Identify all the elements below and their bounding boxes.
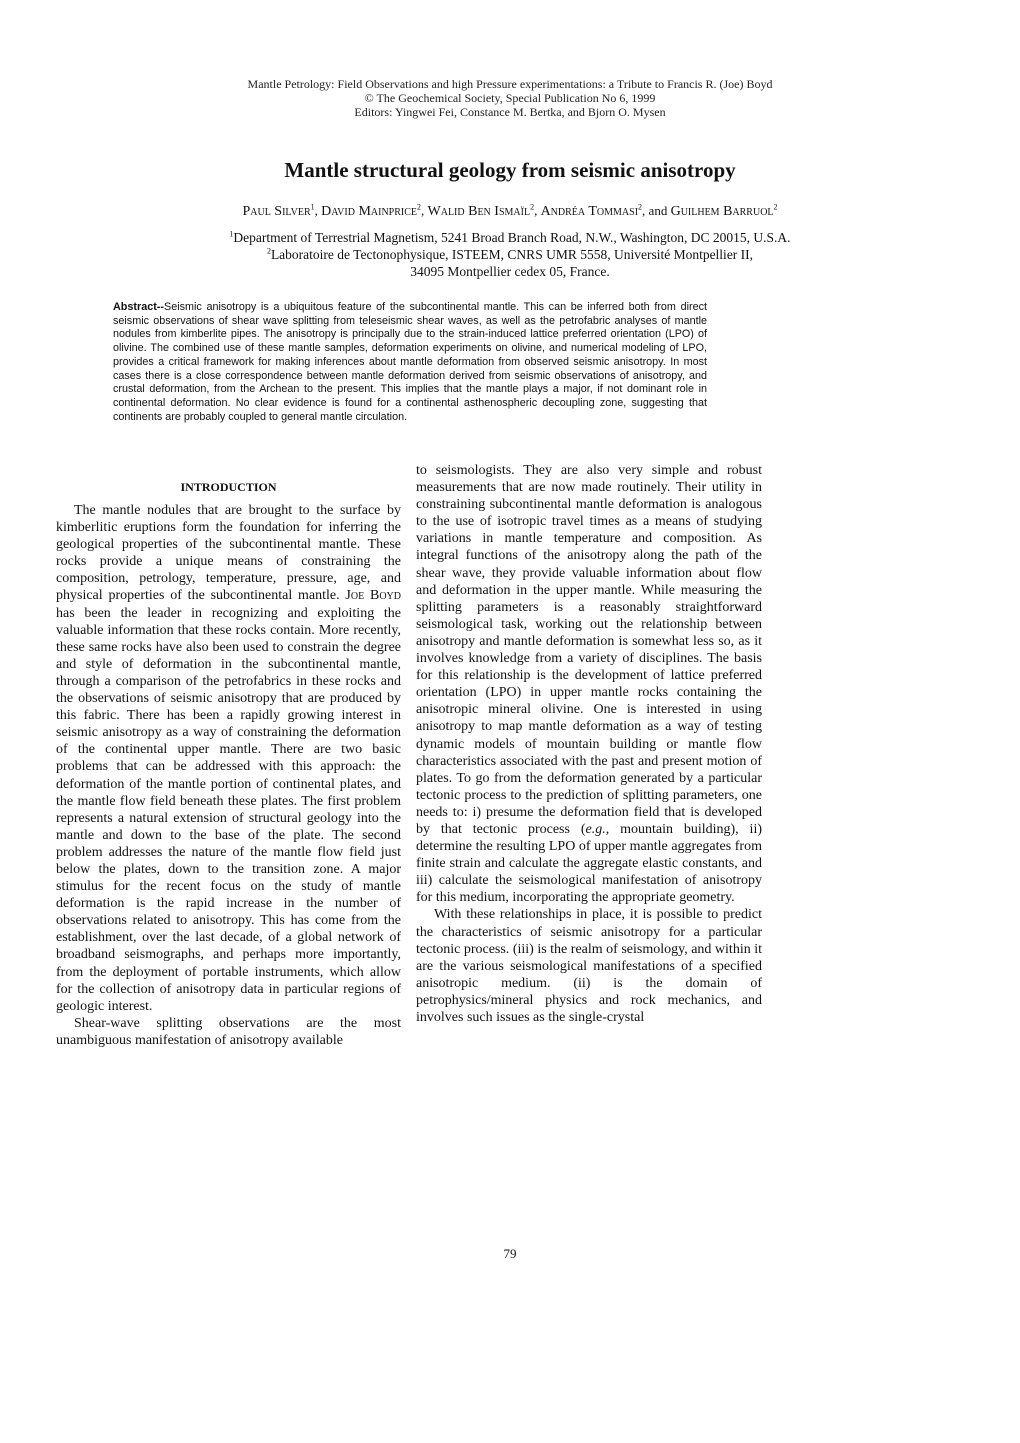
author-separator: , <box>534 203 541 218</box>
paragraph <box>56 502 401 1015</box>
paragraph-text: The mantle nodules that are brought to the surface by kimberlitic eruptions form the foundation for inferring the geological properties of the subcontinental mantle. These rocks provide a unique means of constraining the composition, petrology, temperature, pressure, age, and physical properties of the subcontinental mantle. <box>56 503 401 604</box>
person-name: Joe Boyd <box>345 588 401 604</box>
author-affil-mark: 2 <box>773 202 778 212</box>
left-column <box>56 462 401 1049</box>
author-affil-mark: 1 <box>310 202 315 212</box>
abstract <box>113 301 707 424</box>
affiliation-2 <box>0 246 1020 263</box>
section-heading-introduction: INTRODUCTION <box>180 480 277 494</box>
author-name: David Mainprice <box>321 204 418 219</box>
author-name: Paul Silver <box>242 204 311 219</box>
paragraph-text: to seismologists. They are also very simple and robust measurements that are now made routinely. Their utility in constraining subcontinental mantle deformation is analogous to the use of isotropic travel times as a means of studying variations in mantle temperature and composition. As integral functions of the anisotropy along the path of the shear wave, they provide valuable information about flow and deformation in the upper mantle. While measuring the splitting parameters is a reasonably straightforward seismological task, working out the relationship between anisotropy and mantle deformation is somewhat less so, as it involves knowledge from a variety of disciplines. The basis for this relationship is the development of lattice preferred orientation (LPO) in upper mantle rocks containing the anisotropic mineral olivine. One is interested in using anisotropy to map mantle deformation as a way of testing dynamic models of mountain building or mantle flow characteristics associated with the past and present motion of plates. To go from the deformation generated by a particular tectonic process to the prediction of splitting parameters, one needs to: i) presume the deformation field that is developed by that tectonic process ( <box>416 463 762 837</box>
header-line-1: Mantle Petrology: Field Observations and high Pressure experimentations: a Tribute to Francis R. (Joe) Boyd <box>247 77 773 91</box>
paragraph: Shear-wave splitting observations are the most unambiguous manifestation of anisotropy available <box>56 1015 401 1048</box>
paragraph-text: mountain building), ii) determine the resulting LPO of upper mantle aggregates from finite strain and calculate the aggregate elastic constants, and iii) calculate the seismological manifestation of anisotropy for this medium, incorporating the appropriate geometry. <box>416 821 763 906</box>
affiliation-text: Department of Terrestrial Magnetism, 5241 Broad Branch Road, N.W., Washington, DC 20015, U.S.A. <box>233 230 791 245</box>
header-line-2: © The Geochemical Society, Special Publication No 6, 1999 <box>364 91 656 105</box>
affiliation-text: Laboratoire de Tectonophysique, ISTEEM, CNRS UMR 5558, Université Montpellier II, <box>270 247 754 262</box>
author-affil-mark: 2 <box>417 202 422 212</box>
right-column <box>416 462 762 1026</box>
header-line-3: Editors: Yingwei Fei, Constance M. Bertka, and Bjorn O. Mysen <box>354 105 666 119</box>
affiliation-2-line-2: 34095 Montpellier cedex 05, France. <box>410 264 610 279</box>
publication-header <box>0 77 1020 119</box>
author-separator-and: , and <box>642 203 671 218</box>
paper-title: Mantle structural geology from seismic anisotropy <box>284 158 736 182</box>
affiliation-mark: 1 <box>229 229 234 239</box>
italic-eg: e.g., <box>585 821 610 837</box>
paragraph: With these relationships in place, it is possible to predict the characteristics of seismic anisotropy for a particular tectonic process. (iii) is the realm of seismology, and within it are the various seismological manifestations of a specified anisotropic medium. (ii) is the domain of petrophysics/mineral physics and rock mechanics, and involves such issues as the single-crystal <box>416 907 762 1025</box>
paragraph-text: has been the leader in recognizing and exploiting the valuable information that these rocks contain. More recently, these same rocks have also been used to constrain the degree and style of deformation in the subcontinental mantle, through a comparison of the petrofabrics in these rocks and the observations of seismic anisotropy that are produced by this fabric. There has been a rapidly growing interest in seismic anisotropy as a way of constraining the deformation of the continental upper mantle. There are two basic problems that can be addressed with this approach: the deformation of the mantle portion of continental plates, and the mantle flow field beneath these plates. The first problem represents a natural extension of structural geology into the mantle and down to the base of the plate. The second problem addresses the nature of the mantle flow field just below the plates, down to the transition zone. A major stimulus for the recent focus on the study of mantle deformation is the rapid increase in the number of observations related to anisotropy. This has come from the establishment, over the last decade, of a global network of broadband seismographs, and perhaps more importantly, from the deployment of portable instruments, which allow for the collection of anisotropy data in particular regions of geologic interest. <box>56 605 401 1014</box>
abstract-text: Seismic anisotropy is a ubiquitous feature of the subcontinental mantle. This can be inferred both from direct seismic observations of shear wave splitting from teleseismic shear waves, as well as the petrofabric analyses of mantle nodules from kimberlite pipes. The anisotropy is principally due to the strain-induced lattice preferred orientation (LPO) of olivine. The combined use of these mantle samples, deformation experiments on olivine, and numerical modeling of LPO, provides a critical framework for making inferences about mantle deformation from observed seismic anisotropy. In most cases there is a close correspondence between mantle deformation derived from seismic observations of anisotropy, and crustal deformation, from the Archean to the present. This implies that the mantle plays a major, if not dominant role in continental deformation. No clear evidence is found for a continental asthenospheric decoupling zone, suggesting that continents are probably coupled to general mantle circulation. <box>113 301 707 423</box>
author-name: Andréa Tommasi <box>540 204 639 219</box>
author-affil-mark: 2 <box>530 202 535 212</box>
author-affil-mark: 2 <box>638 202 643 212</box>
author-separator: , <box>314 203 322 218</box>
paragraph <box>416 462 762 906</box>
affiliation-1 <box>0 229 1020 246</box>
affiliation-mark: 2 <box>266 246 271 256</box>
abstract-lead: Abstract-- <box>113 301 164 313</box>
author-name: Walid Ben Ismaïl <box>427 204 531 219</box>
author-list <box>0 203 1020 220</box>
author-name: Guilhem Barruol <box>670 204 774 219</box>
page-number: 79 <box>503 1246 517 1261</box>
author-separator: , <box>421 203 428 218</box>
